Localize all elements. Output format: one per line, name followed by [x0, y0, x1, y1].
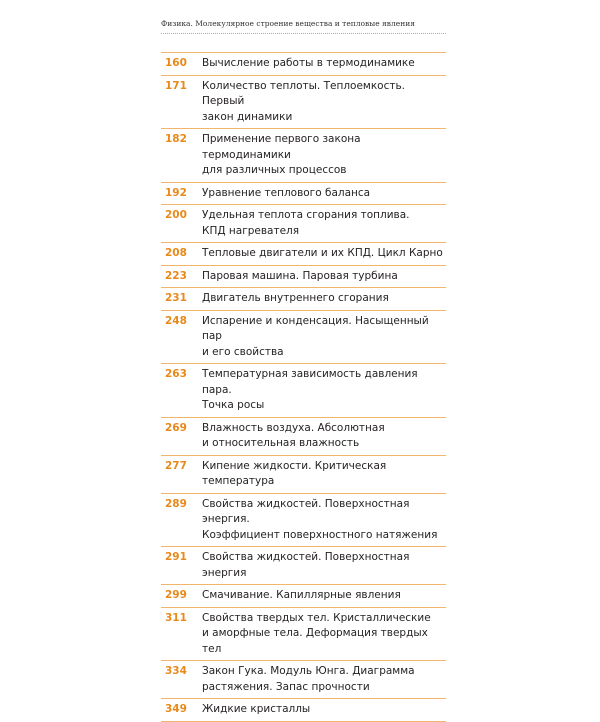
toc-row	[161, 129, 446, 183]
toc-page-number: 192	[165, 186, 187, 199]
toc-entry-title	[202, 314, 446, 361]
toc-page-number: 277	[165, 459, 187, 472]
toc-entry-line: Свойства жидкостей. Поверхностная энергия.	[202, 497, 410, 525]
toc-page-number: 231	[165, 292, 187, 304]
toc-row	[161, 418, 446, 456]
toc-entry-line: Температурная зависимость давления пара.	[202, 368, 418, 396]
toc-entry-title	[202, 208, 410, 239]
toc-entry-line: Испарение и конденсация. Насыщенный пар	[202, 314, 429, 342]
toc-entry-title	[202, 497, 446, 544]
toc-page-number: 223	[165, 269, 187, 282]
header-dotted-rule	[161, 33, 446, 34]
toc-entry-title	[202, 79, 446, 126]
toc-page-number: 171	[165, 79, 187, 92]
toc-entry-line: Закон Гука. Модуль Юнга. Диаграмма	[202, 665, 415, 677]
toc-row	[161, 456, 446, 494]
toc-row	[161, 585, 446, 608]
toc-entry-title	[202, 459, 446, 490]
toc-entry-title	[202, 56, 415, 72]
toc-entry-line: Применение первого закона термодинамики	[202, 133, 361, 161]
toc-entry-line: Свойства твердых тел. Кристаллические	[202, 611, 431, 624]
toc-row	[161, 699, 446, 722]
toc-entry-title	[202, 588, 401, 604]
toc-entry-line: и относительная влажность	[202, 437, 360, 449]
toc-row	[161, 52, 446, 76]
toc-page-number: 291	[165, 551, 187, 563]
toc-row	[161, 76, 446, 130]
toc-row	[161, 266, 446, 289]
toc-entry-line: Свойства жидкостей. Поверхностная энергия	[202, 551, 410, 579]
toc-entry-line: Кипение жидкости. Критическая температура	[202, 459, 387, 487]
toc-entry-title	[202, 421, 385, 452]
toc-row	[161, 364, 446, 418]
toc-entry-line: Вычисление работы в термодинамике	[202, 57, 415, 69]
toc-page-number: 269	[165, 421, 187, 434]
toc-page-number: 349	[165, 703, 187, 715]
toc-page-number: 208	[165, 247, 187, 259]
toc-row	[161, 547, 446, 585]
toc-entry-line: для различных процессов	[202, 164, 347, 176]
toc-page-number: 289	[165, 497, 187, 510]
toc-entry-line: Смачивание. Капиллярные явления	[202, 589, 401, 601]
toc-entry-title	[202, 246, 443, 262]
toc-page-number: 334	[165, 665, 187, 677]
toc-entry-line: Тепловые двигатели и их КПД. Цикл Карно	[202, 247, 443, 259]
toc-row	[161, 661, 446, 699]
toc-entry-line: Двигатель внутреннего сгорания	[202, 292, 389, 304]
toc-entry-line: КПД нагревателя	[202, 224, 300, 237]
toc-entry-line: Удельная теплота сгорания топлива.	[202, 209, 410, 221]
running-header: Физика. Молекулярное строение вещества и тепловые явления	[161, 19, 415, 28]
toc-entry-line: и аморфные тела. Деформация твердых тел	[202, 627, 428, 655]
toc-entry-line: Влажность воздуха. Абсолютная	[202, 421, 385, 434]
toc-entry-line: Уравнение теплового баланса	[202, 186, 371, 199]
toc-entry-line: Жидкие кристаллы	[202, 703, 311, 715]
toc-entry-line: растяжения. Запас прочности	[202, 680, 370, 693]
toc-row	[161, 288, 446, 311]
toc-entry-title	[202, 702, 310, 718]
toc-page-number: 263	[165, 368, 187, 380]
toc-entry-title	[202, 611, 446, 658]
toc-page-number: 200	[165, 209, 187, 221]
toc-entry-line: Количество теплоты. Теплоемкость. Первый	[202, 79, 406, 107]
toc-row	[161, 494, 446, 548]
toc-row	[161, 183, 446, 206]
toc-entry-line: и его свойства	[202, 345, 284, 358]
table-of-contents	[161, 52, 446, 722]
toc-page-number: 248	[165, 314, 187, 327]
toc-entry-line: закон динамики	[202, 110, 293, 123]
toc-entry-title	[202, 291, 389, 307]
toc-entry-title	[202, 269, 398, 285]
toc-row	[161, 205, 446, 243]
toc-entry-title	[202, 664, 415, 695]
toc-row	[161, 608, 446, 662]
toc-entry-title	[202, 132, 446, 179]
toc-page-number: 182	[165, 133, 187, 145]
toc-row	[161, 243, 446, 266]
toc-entry-line: Точка росы	[202, 399, 265, 411]
toc-entry-title	[202, 186, 370, 202]
toc-page-number: 160	[165, 57, 187, 69]
toc-entry-title	[202, 367, 446, 414]
toc-page-number: 299	[165, 589, 187, 601]
toc-entry-line: Коэффициент поверхностного натяжения	[202, 528, 438, 541]
toc-entry-line: Паровая машина. Паровая турбина	[202, 269, 398, 282]
toc-page-number: 311	[165, 611, 187, 624]
toc-row	[161, 311, 446, 365]
toc-entry-title	[202, 550, 446, 581]
